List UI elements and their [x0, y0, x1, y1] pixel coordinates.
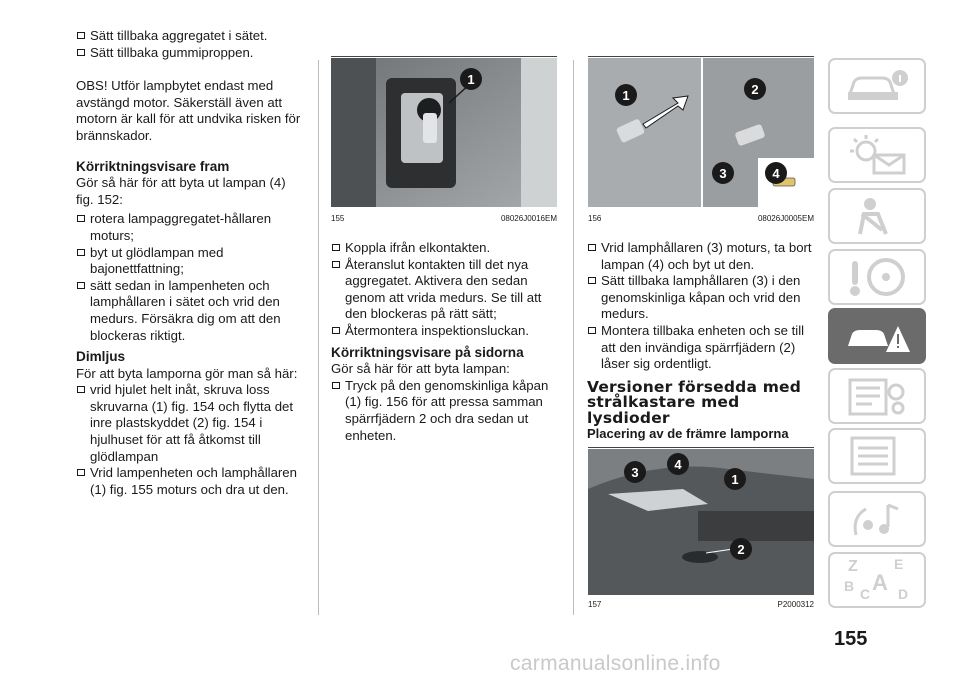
starting-driving-icon: [842, 255, 912, 299]
figure-157-image: [588, 449, 814, 595]
callout-badge: 1: [724, 468, 746, 490]
tab-technical-data[interactable]: [828, 428, 926, 484]
list-item: Koppla ifrån elkontakten.: [331, 240, 559, 257]
checkbox-bullet-icon: [332, 327, 340, 334]
figure-157-caption: 157 P2000312: [588, 600, 814, 609]
figure-rule: [331, 56, 557, 57]
subheading-front-lamps: Placering av de främre lamporna: [587, 426, 789, 442]
checkbox-bullet-icon: [332, 261, 340, 268]
obs-note: OBS! Utför lampbytet endast med avstängd motor. Säkerställ även att motorn är kall för att undvika risken för brännskador.: [76, 78, 301, 143]
column-2: [331, 240, 559, 444]
list-item: Vrid lamphållaren (3) moturs, ta bort lampan (4) och byt ut den.: [587, 240, 815, 273]
tab-emergency[interactable]: [828, 308, 926, 364]
emergency-icon: [842, 314, 912, 358]
checkbox-bullet-icon: [77, 49, 85, 56]
tab-index[interactable]: [828, 552, 926, 608]
list-item: Sätt tillbaka aggregatet i sätet.: [76, 28, 304, 45]
checkbox-bullet-icon: [588, 277, 596, 284]
figure-155-caption: 155 08026J0016EM: [331, 214, 557, 223]
checkbox-bullet-icon: [77, 469, 85, 476]
list-item: sätt sedan in lampenheten och lamphållaren i sätet och vrid den medurs. Försäkra dig om att den blockeras riktigt.: [76, 278, 304, 344]
list-item: Återmontera inspektionsluckan.: [331, 323, 559, 340]
page-number: 155: [834, 628, 868, 650]
tab-warning-lights[interactable]: [828, 127, 926, 183]
column-divider: [318, 60, 319, 615]
callout-badge: 3: [712, 162, 734, 184]
checkbox-bullet-icon: [332, 382, 340, 389]
tab-starting-driving[interactable]: [828, 249, 926, 305]
list-item: Sätt tillbaka lamphållaren (3) i den genomskinliga kåpan och vrid den medurs.: [587, 273, 815, 323]
callout-badge: 2: [730, 538, 752, 560]
fog-lamp-illustration: [331, 58, 557, 207]
figure-rule: [588, 56, 814, 57]
checkbox-bullet-icon: [77, 386, 85, 393]
checkbox-bullet-icon: [588, 244, 596, 251]
list-item: Tryck på den genomskinliga kåpan (1) fig. 156 för att pressa samman spärrfjädern 2 och dra sedan ut enheten.: [331, 378, 559, 444]
checkbox-bullet-icon: [332, 244, 340, 251]
list-item: rotera lampaggregatet-hållaren moturs;: [76, 211, 304, 244]
list-item: Återanslut kontakten till det nya aggregatet. Aktivera den sedan genom att vrida medurs. Se till att den blockeras på rätt sätt;: [331, 257, 559, 323]
front-indicators-intro: Gör så här för att byta ut lampan (4) fig. 152:: [76, 175, 286, 207]
multimedia-icon: [842, 497, 912, 541]
technical-data-icon: [842, 434, 912, 478]
callout-badge: 1: [615, 84, 637, 106]
side-indicator-illustration: [588, 58, 814, 207]
tab-car-info[interactable]: [828, 58, 926, 114]
car-info-icon: [842, 66, 912, 106]
safety-icon: [842, 194, 912, 238]
tab-maintenance[interactable]: [828, 368, 926, 424]
figure-rule: [588, 447, 814, 448]
list-item: Vrid lampenheten och lamphållaren (1) fig. 155 moturs och dra ut den.: [76, 465, 304, 498]
tab-safety[interactable]: [828, 188, 926, 244]
callout-badge: 2: [744, 78, 766, 100]
side-indicators-intro: Gör så här för att byta lampan:: [331, 361, 510, 377]
watermark-text: carmanualsonline.info: [510, 652, 721, 675]
column-1: [76, 28, 304, 498]
warning-lights-icon: [842, 133, 912, 177]
car-front-illustration: [588, 449, 814, 595]
figure-156-caption: 156 08026J0005EM: [588, 214, 814, 223]
index-icon: Z E B A C D: [844, 556, 909, 602]
callout-badge: 3: [624, 461, 646, 483]
list-item: vrid hjulet helt inåt, skruva loss skruvarna (1) fig. 154 och flytta det inre plastskyddet (2) fig. 154 i hjulhuset för att få åtkomst till glödlampan: [76, 382, 304, 465]
heading-front-indicators: Körriktningsvisare fram: [76, 158, 230, 174]
column-3: [587, 240, 815, 443]
checkbox-bullet-icon: [77, 32, 85, 39]
tab-multimedia[interactable]: [828, 491, 926, 547]
checkbox-bullet-icon: [77, 215, 85, 222]
figure-156-image: [588, 58, 814, 207]
callout-badge: 4: [765, 162, 787, 184]
heading-side-indicators: Körriktningsvisare på sidorna: [331, 344, 524, 360]
callout-badge: 1: [460, 68, 482, 90]
heading-fog-lights: Dimljus: [76, 349, 126, 365]
heading-led-versions: Versioner försedda med strålkastare med lysdioder: [587, 377, 802, 427]
fog-lights-intro: För att byta lamporna gör man så här:: [76, 365, 298, 381]
list-item: byt ut glödlampan med bajonettfattning;: [76, 245, 304, 278]
list-item: Sätt tillbaka gummiproppen.: [76, 45, 304, 62]
callout-badge: 4: [667, 453, 689, 475]
checkbox-bullet-icon: [77, 249, 85, 256]
checkbox-bullet-icon: [77, 282, 85, 289]
maintenance-icon: [842, 374, 912, 418]
column-divider: [573, 60, 574, 615]
checkbox-bullet-icon: [588, 327, 596, 334]
list-item: Montera tillbaka enheten och se till att den invändiga spärrfjädern (2) låser sig ordentligt.: [587, 323, 815, 373]
figure-155-image: [331, 58, 557, 207]
